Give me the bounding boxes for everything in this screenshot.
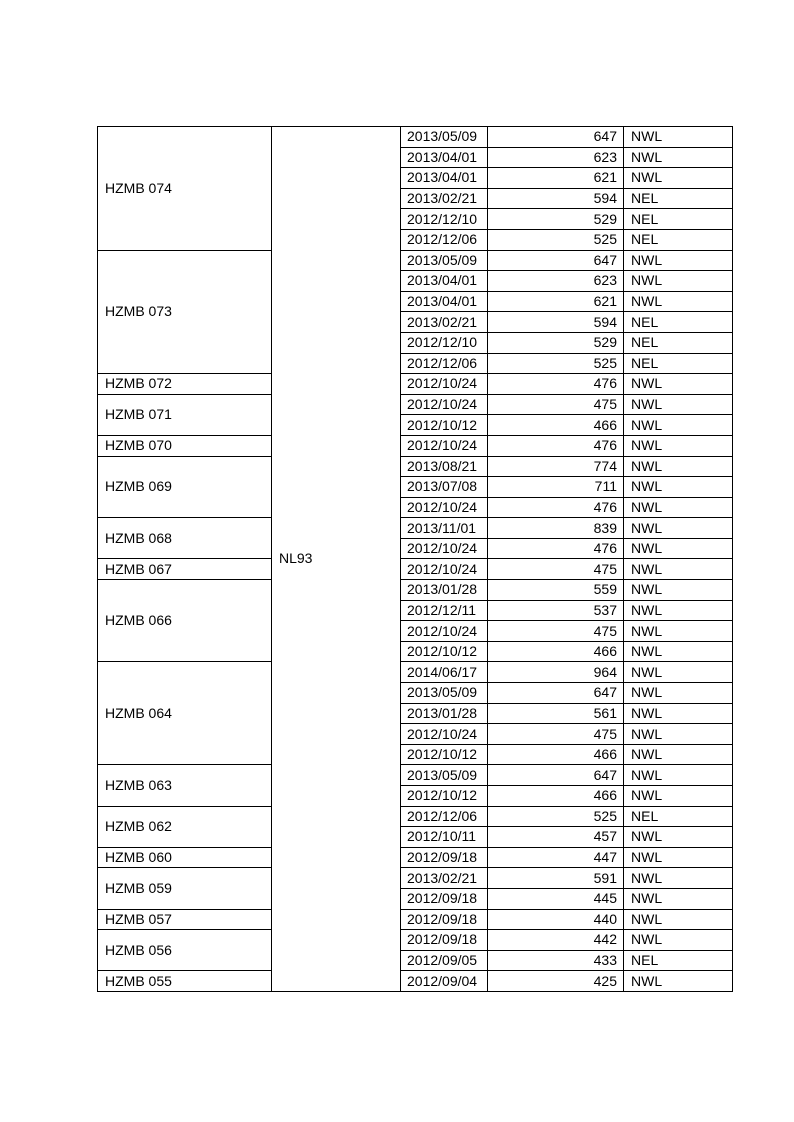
entry-value: 594 (488, 312, 624, 333)
entry-value: 466 (488, 786, 624, 807)
entry-value: 475 (488, 394, 624, 415)
entry-code: NWL (624, 374, 733, 395)
entry-date: 2013/02/21 (401, 188, 488, 209)
entry-value: 466 (488, 641, 624, 662)
entry-date: 2012/09/05 (401, 950, 488, 971)
entry-value: 623 (488, 271, 624, 292)
entry-value: 466 (488, 744, 624, 765)
entry-value: 647 (488, 765, 624, 786)
entry-date: 2012/10/24 (401, 724, 488, 745)
entry-date: 2012/09/18 (401, 909, 488, 930)
table-row (98, 909, 733, 930)
table-row (98, 971, 733, 992)
entry-value: 964 (488, 662, 624, 683)
entry-value: 447 (488, 847, 624, 868)
record-id: HZMB 055 (98, 971, 272, 992)
entry-code: NWL (624, 271, 733, 292)
entry-value: 476 (488, 435, 624, 456)
record-id: HZMB 063 (98, 765, 272, 806)
entry-date: 2013/05/09 (401, 765, 488, 786)
entry-date: 2012/10/24 (401, 435, 488, 456)
entry-date: 2013/04/01 (401, 168, 488, 189)
entry-code: NWL (624, 456, 733, 477)
entry-code: NWL (624, 621, 733, 642)
entry-date: 2012/09/18 (401, 930, 488, 951)
entry-date: 2012/10/11 (401, 827, 488, 848)
table-row (98, 847, 733, 868)
entry-value: 445 (488, 888, 624, 909)
entry-date: 2013/05/09 (401, 683, 488, 704)
entry-code: NWL (624, 971, 733, 992)
entry-date: 2013/05/09 (401, 127, 488, 148)
entry-value: 525 (488, 353, 624, 374)
entry-value: 475 (488, 621, 624, 642)
entry-value: 466 (488, 415, 624, 436)
entry-date: 2012/10/24 (401, 559, 488, 580)
entry-date: 2012/10/24 (401, 538, 488, 559)
entry-date: 2013/01/28 (401, 580, 488, 601)
record-id: HZMB 068 (98, 518, 272, 559)
table-row (98, 559, 733, 580)
entry-value: 440 (488, 909, 624, 930)
entry-value: 621 (488, 168, 624, 189)
entry-value: 647 (488, 127, 624, 148)
entry-code: NWL (624, 786, 733, 807)
entry-date: 2013/02/21 (401, 312, 488, 333)
entry-date: 2013/07/08 (401, 477, 488, 498)
entry-date: 2012/12/06 (401, 229, 488, 250)
entry-code: NEL (624, 806, 733, 827)
entry-code: NWL (624, 724, 733, 745)
table-row (98, 250, 733, 271)
records-table-body (98, 127, 733, 992)
entry-code: NWL (624, 744, 733, 765)
entry-date: 2013/08/21 (401, 456, 488, 477)
entry-code: NEL (624, 353, 733, 374)
entry-value: 537 (488, 600, 624, 621)
entry-code: NWL (624, 291, 733, 312)
entry-value: 475 (488, 559, 624, 580)
entry-code: NWL (624, 765, 733, 786)
entry-date: 2012/10/24 (401, 621, 488, 642)
entry-value: 425 (488, 971, 624, 992)
record-id: HZMB 066 (98, 580, 272, 662)
entry-date: 2012/09/18 (401, 888, 488, 909)
entry-code: NWL (624, 868, 733, 889)
entry-date: 2012/12/06 (401, 353, 488, 374)
entry-value: 475 (488, 724, 624, 745)
entry-code: NEL (624, 209, 733, 230)
entry-date: 2013/11/01 (401, 518, 488, 539)
record-id: HZMB 072 (98, 374, 272, 395)
entry-date: 2013/01/28 (401, 703, 488, 724)
table-row (98, 868, 733, 889)
entry-code: NWL (624, 394, 733, 415)
entry-date: 2013/04/01 (401, 271, 488, 292)
entry-code: NWL (624, 847, 733, 868)
record-id: HZMB 056 (98, 930, 272, 971)
record-id: HZMB 067 (98, 559, 272, 580)
entry-date: 2013/04/01 (401, 147, 488, 168)
entry-value: 529 (488, 332, 624, 353)
entry-value: 711 (488, 477, 624, 498)
entry-date: 2012/12/10 (401, 332, 488, 353)
record-id: HZMB 057 (98, 909, 272, 930)
entry-date: 2012/10/12 (401, 415, 488, 436)
entry-value: 457 (488, 827, 624, 848)
record-id: HZMB 070 (98, 435, 272, 456)
entry-code: NWL (624, 415, 733, 436)
table-row (98, 806, 733, 827)
entry-date: 2012/10/24 (401, 394, 488, 415)
record-id: HZMB 062 (98, 806, 272, 847)
entry-code: NWL (624, 827, 733, 848)
entry-value: 591 (488, 868, 624, 889)
entry-code: NWL (624, 662, 733, 683)
record-id: HZMB 074 (98, 127, 272, 251)
entry-value: 476 (488, 538, 624, 559)
entry-code: NEL (624, 332, 733, 353)
record-id: HZMB 071 (98, 394, 272, 435)
entry-date: 2012/12/11 (401, 600, 488, 621)
record-id: HZMB 069 (98, 456, 272, 518)
entry-code: NWL (624, 641, 733, 662)
entry-value: 647 (488, 683, 624, 704)
record-id: HZMB 073 (98, 250, 272, 374)
entry-value: 525 (488, 806, 624, 827)
entry-date: 2012/09/04 (401, 971, 488, 992)
entry-date: 2012/10/12 (401, 641, 488, 662)
entry-code: NEL (624, 229, 733, 250)
entry-code: NWL (624, 250, 733, 271)
record-id: HZMB 059 (98, 868, 272, 909)
reference-cell: NL93 (272, 127, 401, 992)
entry-value: 839 (488, 518, 624, 539)
table-row (98, 662, 733, 683)
entry-code: NWL (624, 703, 733, 724)
table-row (98, 435, 733, 456)
entry-code: NEL (624, 950, 733, 971)
entry-code: NWL (624, 127, 733, 148)
entry-date: 2013/04/01 (401, 291, 488, 312)
entry-code: NWL (624, 435, 733, 456)
entry-date: 2013/02/21 (401, 868, 488, 889)
entry-value: 594 (488, 188, 624, 209)
entry-value: 433 (488, 950, 624, 971)
entry-value: 442 (488, 930, 624, 951)
entry-date: 2013/05/09 (401, 250, 488, 271)
entry-value: 525 (488, 229, 624, 250)
entry-code: NWL (624, 518, 733, 539)
table-row (98, 580, 733, 601)
table-row (98, 374, 733, 395)
entry-value: 561 (488, 703, 624, 724)
entry-value: 529 (488, 209, 624, 230)
record-id: HZMB 060 (98, 847, 272, 868)
entry-date: 2012/12/10 (401, 209, 488, 230)
entry-value: 774 (488, 456, 624, 477)
table-row (98, 765, 733, 786)
entry-date: 2014/06/17 (401, 662, 488, 683)
entry-code: NWL (624, 538, 733, 559)
entry-value: 559 (488, 580, 624, 601)
entry-code: NWL (624, 497, 733, 518)
table-row (98, 127, 733, 148)
entry-code: NWL (624, 600, 733, 621)
entry-code: NWL (624, 168, 733, 189)
entry-date: 2012/12/06 (401, 806, 488, 827)
entry-code: NWL (624, 477, 733, 498)
entry-code: NWL (624, 147, 733, 168)
records-table (97, 126, 733, 992)
entry-code: NEL (624, 188, 733, 209)
entry-date: 2012/10/24 (401, 374, 488, 395)
entry-date: 2012/10/12 (401, 744, 488, 765)
entry-date: 2012/10/24 (401, 497, 488, 518)
entry-code: NWL (624, 930, 733, 951)
entry-date: 2012/10/12 (401, 786, 488, 807)
entry-code: NWL (624, 559, 733, 580)
entry-date: 2012/09/18 (401, 847, 488, 868)
entry-code: NWL (624, 580, 733, 601)
table-row (98, 456, 733, 477)
entry-value: 647 (488, 250, 624, 271)
table-row (98, 930, 733, 951)
entry-code: NWL (624, 683, 733, 704)
entry-value: 621 (488, 291, 624, 312)
entry-value: 623 (488, 147, 624, 168)
entry-value: 476 (488, 497, 624, 518)
table-row (98, 394, 733, 415)
table-row (98, 518, 733, 539)
entry-code: NWL (624, 888, 733, 909)
entry-code: NEL (624, 312, 733, 333)
entry-value: 476 (488, 374, 624, 395)
record-id: HZMB 064 (98, 662, 272, 765)
entry-code: NWL (624, 909, 733, 930)
